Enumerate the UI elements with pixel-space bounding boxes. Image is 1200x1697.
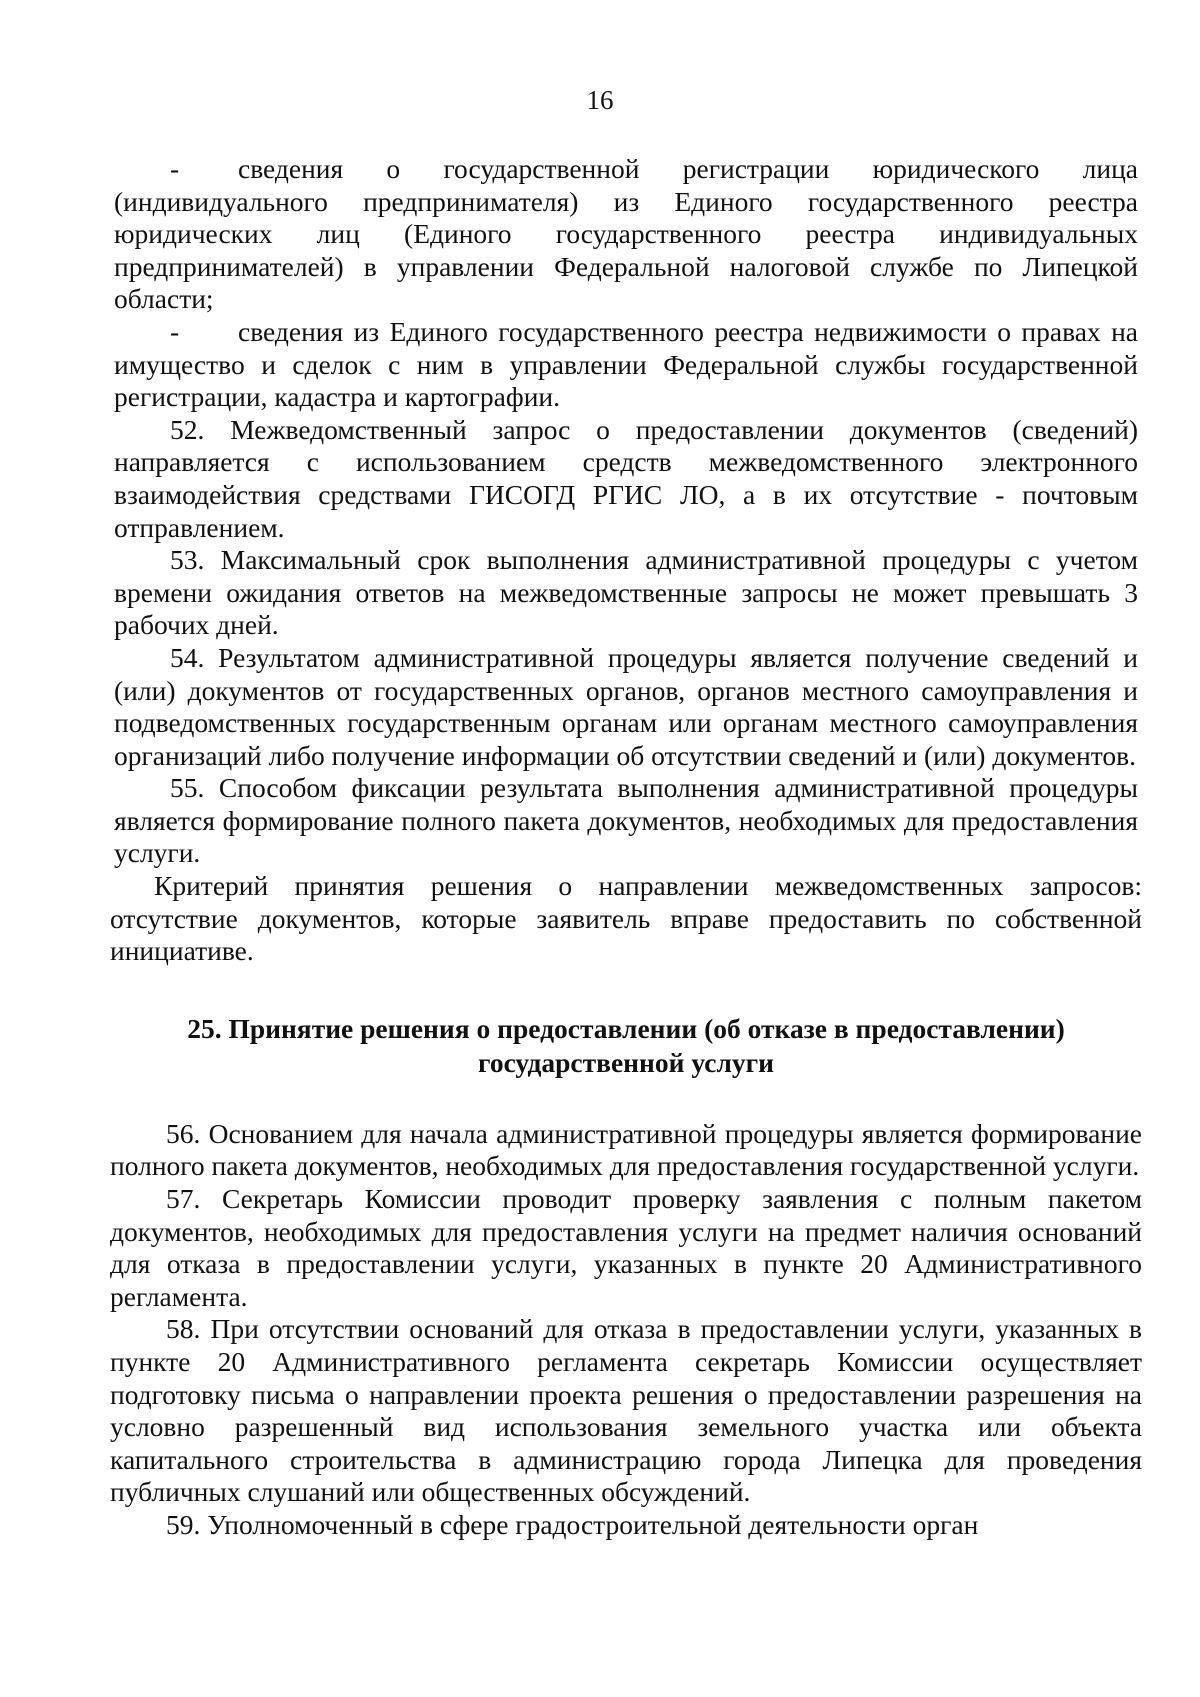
- document-body: [110, 153, 1142, 1542]
- paragraph-52: 52. Межведомственный запрос о предоставлении документов (сведений) направляется с использованием средств межведомственного электронного взаимодействия средствами ГИСОГД РГИС ЛО, а в их отсутствие - почтовым отправлением.: [114, 413, 1138, 543]
- paragraph-58: 58. При отсутствии оснований для отказа в предоставлении услуги, указанных в пункте 20 Административного регламента секретарь Комиссии осуществляет подготовку письма о направлении проекта решения о предоставлении разрешения на условно разрешенный вид использования земельного участка или объекта капитального строительства в администрацию города Липецка для проведения публичных слушаний или общественных обсуждений.: [110, 1313, 1142, 1508]
- paragraph-criterion: Критерий принятия решения о направлении межведомственных запросов: отсутствие документов, которые заявитель вправе предоставить по собственной инициативе.: [110, 870, 1142, 967]
- section-heading-line: 25. Принятие решения о предоставлении (об отказе в предоставлении): [187, 1012, 1065, 1044]
- section-heading-line: государственной услуги: [478, 1046, 774, 1078]
- section-heading: [114, 1012, 1138, 1080]
- paragraph-55: 55. Способом фиксации результата выполнения административной процедуры является формирование полного пакета документов, необходимых для предоставления услуги.: [114, 772, 1138, 869]
- paragraph-53: 53. Максимальный срок выполнения административной процедуры с учетом времени ожидания ответов на межведомственные запросы не может превышать 3 рабочих дней.: [114, 544, 1138, 641]
- paragraph-59: 59. Уполномоченный в сфере градостроительной деятельности орган: [166, 1508, 979, 1540]
- dash-marker: -: [170, 153, 180, 184]
- bullet-paragraph: [114, 316, 1138, 414]
- paragraph-text: сведения из Единого государственного реестра недвижимости о правах на имущество и сделок с ним в управлении Федеральной службы государственной регистрации, кадастра и картографии.: [114, 315, 1138, 413]
- dash-marker: -: [170, 315, 180, 347]
- paragraph-57: 57. Секретарь Комиссии проводит проверку заявления с полным пакетом документов, необходимых для предоставления услуги на предмет наличия оснований для отказа в предоставлении услуги, указанных в пункте 20 Административного регламента.: [110, 1183, 1142, 1312]
- paragraph-text: сведения о государственной регистрации юридического лица (индивидуального предпринимателя) из Единого государственного реестра юридических лиц (Единого государственного реестра индивидуальных предпринимателей) в управлении Федеральной налоговой службе по Липецкой области;: [114, 153, 1138, 315]
- paragraph-56: 56. Основанием для начала административной процедуры является формирование полного пакета документов, необходимых для предоставления государственной услуги.: [110, 1117, 1142, 1182]
- page-number: 16: [586, 85, 614, 115]
- bullet-paragraph: [114, 153, 1138, 316]
- paragraph-54: 54. Результатом административной процедуры является получение сведений и (или) документов от государственных органов, органов местного самоуправления и подведомственных государственным органам или органам местного самоуправления организаций либо получение информации об отсутствии сведений и (или) документов.: [114, 641, 1138, 771]
